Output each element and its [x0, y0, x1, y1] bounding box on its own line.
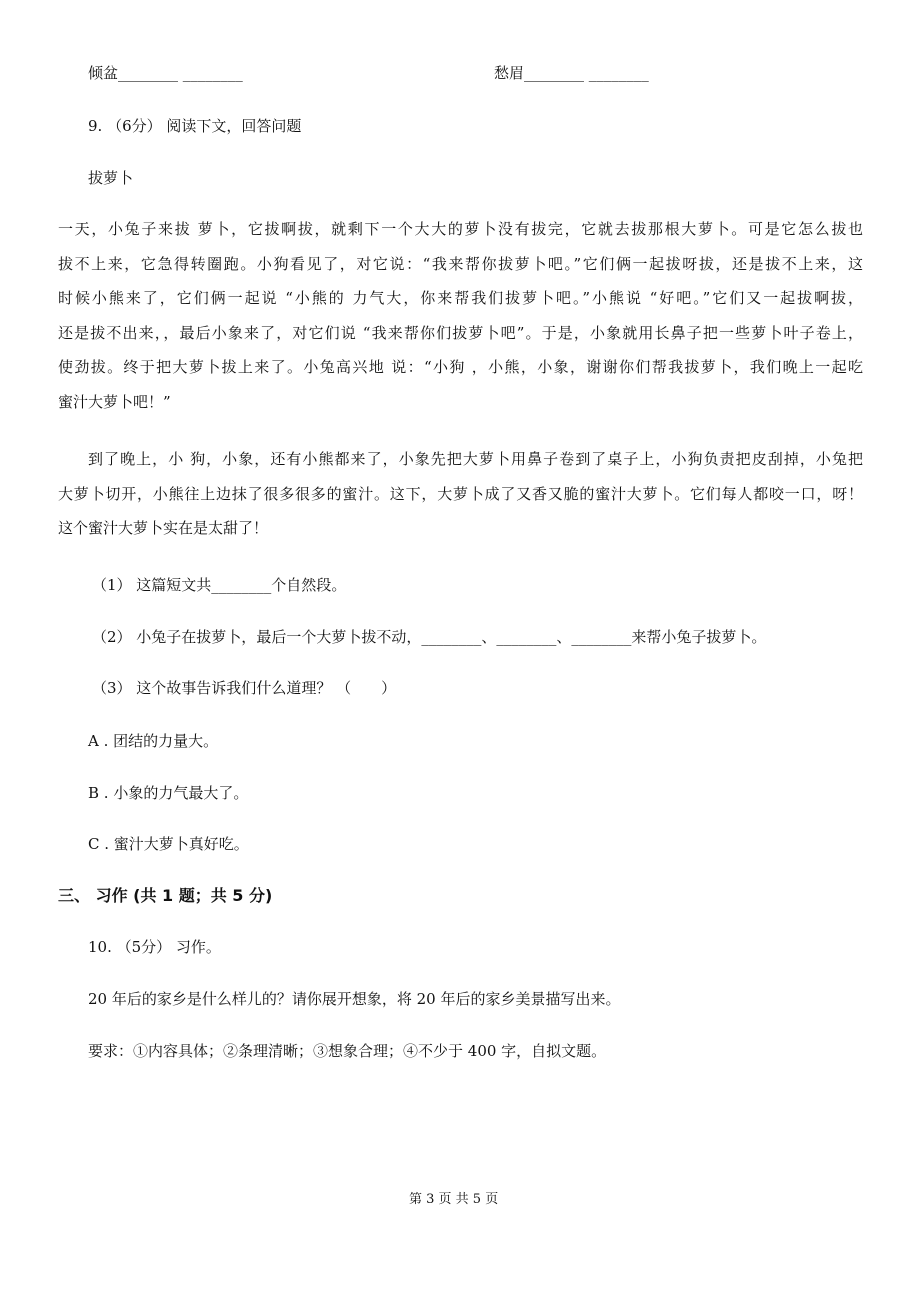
q8-tail-left: 倾盆________ ________ [88, 64, 243, 82]
paragraph-line: 一天，小兔子来拔 萝卜，它拔啊拔，就剩下一个大大的萝卜没有拔完，它就去拔那根大萝卜。可是它怎么拔也 [58, 220, 863, 238]
paragraph-line: 这个蜜汁大萝卜实在是太甜了！ [58, 519, 269, 537]
sub-question-2: （2） 小兔子在拔萝卜，最后一个大萝卜拔不动，________、________、________来帮小兔子拔萝卜。 [92, 628, 767, 646]
paragraph-line: 蜜汁大萝卜吧！” [58, 392, 171, 411]
q9-header: 9. （6分） 阅读下文，回答问题 [88, 117, 302, 135]
option-a: A . 团结的力量大。 [88, 732, 219, 750]
sub-question-3: （3） 这个故事告诉我们什么道理？ （ ） [92, 679, 397, 697]
q8-tail-right: 愁眉________ ________ [494, 64, 649, 82]
paragraph-line: 大萝卜切开，小熊往上边抹了很多很多的蜜汁。这下，大萝卜成了又香又脆的蜜汁大萝卜。它们每人都咬一口，呀！ [58, 484, 863, 503]
page-footer: 第 3 页 共 5 页 [409, 1192, 499, 1207]
paragraph-line: 还是拔不出来，，最后小象来了，对它们说 “我来帮你们拔萝卜吧”。于是，小象就用长鼻子把一些萝卜叶子卷上， [58, 323, 863, 342]
paragraph-line: 使劲拔。终于把大萝卜拔上来了。小兔高兴地 说：“小狗 ，小熊，小象，谢谢你们帮我拔萝卜，我们晚上一起吃 [58, 358, 863, 376]
sub-question-1: （1） 这篇短文共________个自然段。 [92, 576, 347, 594]
paragraph-line: 时候小熊来了，它们俩一起说 “小熊的 力气大，你来帮我们拔萝卜吧。”小熊说 “好吧。”它们又一起拔啊拔， [58, 289, 863, 307]
story-paragraph-2 [58, 442, 863, 546]
q10-prompt: 20 年后的家乡是什么样儿的？请你展开想象，将 20 年后的家乡美景描写出来。 [88, 990, 621, 1008]
option-c: C . 蜜汁大萝卜真好吃。 [88, 835, 249, 853]
option-b: B . 小象的力气最大了。 [88, 784, 249, 802]
q10-requirements: 要求：①内容具体；②条理清晰；③想象合理；④不少于 400 字，自拟文题。 [88, 1042, 607, 1060]
q10-header: 10. （5分） 习作。 [88, 938, 221, 956]
paragraph-line: 到了晚上，小 狗，小象，还有小熊都来了，小象先把大萝卜用鼻子卷到了桌子上，小狗负责把皮刮掉，小兔把 [88, 450, 863, 468]
paragraph-line: 拔不上来，它急得转圈跑。小狗看见了，对它说：“我来帮你拔萝卜吧。”它们俩一起拔呀拔，还是拔不上来，这 [58, 254, 863, 273]
story-paragraph-1 [58, 212, 863, 419]
section-3-heading: 三、 习作 (共 1 题；共 5 分) [58, 886, 273, 905]
story-title: 拔萝卜 [88, 169, 134, 187]
